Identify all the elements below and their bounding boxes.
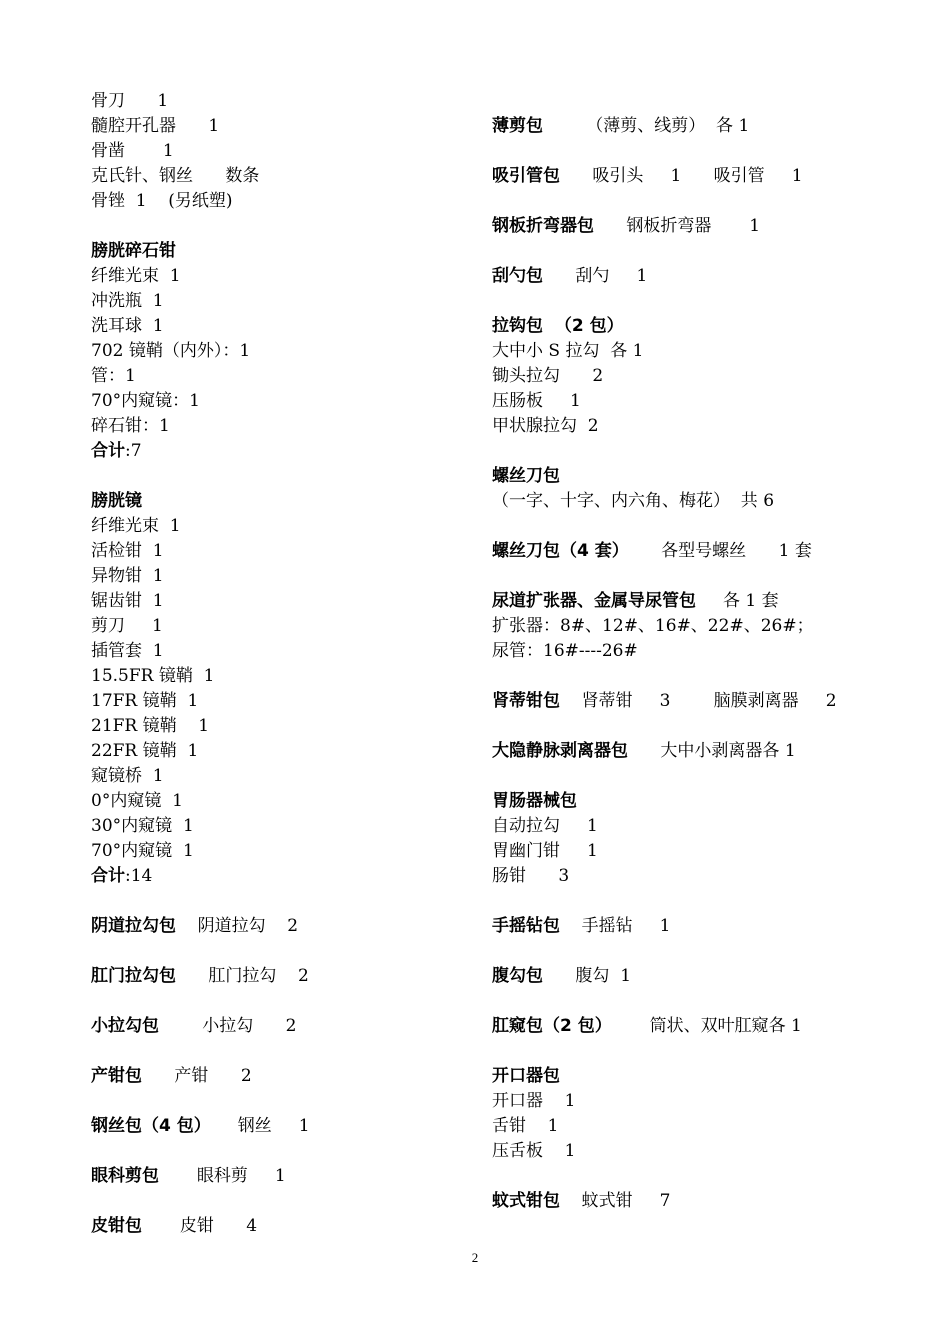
- list-item: [91, 1164, 451, 1189]
- item-text: 阴道拉勾 2: [176, 916, 299, 936]
- item-text: 大中小 S 拉勾 各 1: [492, 341, 644, 361]
- item-heading: 膀胱镜: [91, 491, 142, 511]
- list-item: [91, 264, 451, 289]
- list-item: [492, 789, 912, 814]
- item-text: 肠钳 3: [492, 866, 570, 886]
- list-item: [492, 964, 912, 989]
- item-text: 腹勾 1: [543, 966, 632, 986]
- item-text: 刮勺 1: [543, 266, 648, 286]
- item-heading: 拉钩包 （2 包）: [492, 316, 624, 336]
- item-text: 30°内窥镜 1: [91, 816, 194, 836]
- item-text: 22FR 镜鞘 1: [91, 741, 199, 761]
- item-heading: 皮钳包: [91, 1216, 142, 1236]
- list-item: [91, 339, 451, 364]
- list-item: [91, 589, 451, 614]
- item-heading: 蚊式钳包: [492, 1191, 560, 1211]
- item-text: （一字、十字、内六角、梅花） 共 6: [492, 491, 775, 511]
- list-item: [91, 739, 451, 764]
- list-item: [91, 164, 451, 189]
- list-item: [91, 1014, 451, 1039]
- item-text: 克氏针、钢丝 数条: [91, 166, 260, 186]
- list-item: [492, 264, 912, 289]
- item-text: 异物钳 1: [91, 566, 164, 586]
- list-item: [492, 614, 912, 639]
- item-heading: 腹勾包: [492, 966, 543, 986]
- item-text: 各型号螺丝 1 套: [628, 541, 812, 561]
- item-text: 肾蒂钳 3 脑膜剥离器 2: [560, 691, 837, 711]
- list-item: [91, 314, 451, 339]
- item-text: 15.5FR 镜鞘 1: [91, 666, 215, 686]
- item-heading: 产钳包: [91, 1066, 142, 1086]
- spacer: [91, 1189, 451, 1214]
- item-text: 剪刀 1: [91, 616, 163, 636]
- list-item: [492, 1089, 912, 1114]
- item-text: 70°内窥镜：1: [91, 391, 200, 411]
- spacer: [492, 289, 912, 314]
- item-text: 产钳 2: [142, 1066, 252, 1086]
- spacer: [492, 764, 912, 789]
- list-item: [91, 489, 451, 514]
- list-item: [492, 414, 912, 439]
- item-text: 筒状、双叶肛窥各 1: [611, 1016, 802, 1036]
- list-item: [492, 164, 912, 189]
- item-text: 活检钳 1: [91, 541, 164, 561]
- item-text: 702 镜鞘（内外）：1: [91, 341, 251, 361]
- list-item: [91, 289, 451, 314]
- list-item: [492, 364, 912, 389]
- item-text: 插管套 1: [91, 641, 164, 661]
- item-text: 17FR 镜鞘 1: [91, 691, 199, 711]
- list-item: [492, 389, 912, 414]
- item-heading: 合计: [91, 866, 125, 886]
- spacer: [91, 214, 451, 239]
- list-item: [492, 914, 912, 939]
- spacer: [492, 239, 912, 264]
- item-text: 0°内窥镜 1: [91, 791, 183, 811]
- list-item: [91, 189, 451, 214]
- item-heading: 小拉勾包: [91, 1016, 159, 1036]
- item-heading: 吸引管包: [492, 166, 560, 186]
- spacer: [492, 1164, 912, 1189]
- item-text: 大中小剥离器各 1: [628, 741, 796, 761]
- left-column: [91, 89, 451, 1239]
- spacer: [492, 139, 912, 164]
- item-heading: 钢丝包（4 包）: [91, 1116, 211, 1136]
- page-number: 2: [471, 1250, 479, 1265]
- spacer: [91, 464, 451, 489]
- item-text: 钢板折弯器 1: [594, 216, 761, 236]
- list-item: [492, 689, 912, 714]
- item-heading: 薄剪包: [492, 116, 543, 136]
- item-heading: 肛门拉勾包: [91, 966, 176, 986]
- list-item: [492, 114, 912, 139]
- list-item: [91, 914, 451, 939]
- list-item: [91, 414, 451, 439]
- item-text: 管：1: [91, 366, 136, 386]
- list-item: [492, 1014, 912, 1039]
- item-text: 开口器 1: [492, 1091, 576, 1111]
- item-text: 各 1 套: [696, 591, 779, 611]
- spacer: [91, 939, 451, 964]
- item-text: 碎石钳：1: [91, 416, 170, 436]
- list-item: [492, 1114, 912, 1139]
- list-item: [91, 764, 451, 789]
- item-heading: 螺丝刀包: [492, 466, 560, 486]
- list-item: [91, 664, 451, 689]
- spacer: [492, 939, 912, 964]
- spacer: [492, 714, 912, 739]
- list-item: [492, 339, 912, 364]
- item-heading: 开口器包: [492, 1066, 560, 1086]
- item-text: 压肠板 1: [492, 391, 581, 411]
- item-text: 锄头拉勾 2: [492, 366, 604, 386]
- spacer: [492, 889, 912, 914]
- list-item: [91, 864, 451, 889]
- item-heading: 阴道拉勾包: [91, 916, 176, 936]
- list-item: [91, 114, 451, 139]
- list-item: [91, 389, 451, 414]
- list-item: [91, 1214, 451, 1239]
- item-text: 自动拉勾 1: [492, 816, 598, 836]
- list-item: [492, 589, 912, 614]
- item-text: 洗耳球 1: [91, 316, 164, 336]
- list-item: [91, 89, 451, 114]
- item-heading: 眼科剪包: [91, 1166, 159, 1186]
- item-heading: 尿道扩张器、金属导尿管包: [492, 591, 696, 611]
- list-item: [492, 739, 912, 764]
- item-text: 扩张器：8#、12#、16#、22#、26#；: [492, 616, 814, 636]
- item-text: 骨凿 1: [91, 141, 174, 161]
- list-item: [492, 1189, 912, 1214]
- item-text: 胃幽门钳 1: [492, 841, 598, 861]
- item-text: 手摇钻 1: [560, 916, 671, 936]
- list-item: [492, 814, 912, 839]
- item-heading: 肾蒂钳包: [492, 691, 560, 711]
- list-item: [492, 464, 912, 489]
- item-text: 小拉勾 2: [159, 1016, 297, 1036]
- item-heading: 钢板折弯器包: [492, 216, 594, 236]
- item-text: 甲状腺拉勾 2: [492, 416, 599, 436]
- list-item: [91, 614, 451, 639]
- list-item: [492, 839, 912, 864]
- spacer: [91, 1089, 451, 1114]
- spacer: [492, 989, 912, 1014]
- list-item: [91, 839, 451, 864]
- item-text: 纤维光束 1: [91, 516, 181, 536]
- item-heading: 螺丝刀包（4 套）: [492, 541, 629, 561]
- item-text: 21FR 镜鞘 1: [91, 716, 210, 736]
- list-item: [91, 239, 451, 264]
- list-item: [492, 214, 912, 239]
- item-text: 眼科剪 1: [159, 1166, 286, 1186]
- item-text: 骨锉 1 (另纸塑): [91, 191, 233, 211]
- item-heading: 手摇钻包: [492, 916, 560, 936]
- item-text: 钢丝 1: [210, 1116, 310, 1136]
- item-heading: 胃肠器械包: [492, 791, 577, 811]
- list-item: [91, 639, 451, 664]
- spacer: [492, 89, 912, 114]
- item-text: 窥镜桥 1: [91, 766, 164, 786]
- list-item: [91, 139, 451, 164]
- item-text: （薄剪、线剪） 各 1: [543, 116, 750, 136]
- item-text: 骨刀 1: [91, 91, 169, 111]
- item-text: 蚊式钳 7: [560, 1191, 671, 1211]
- item-text: 冲洗瓶 1: [91, 291, 164, 311]
- list-item: [492, 639, 912, 664]
- list-item: [492, 539, 912, 564]
- list-item: [91, 439, 451, 464]
- list-item: [91, 814, 451, 839]
- spacer: [492, 664, 912, 689]
- list-item: [492, 864, 912, 889]
- spacer: [492, 1039, 912, 1064]
- item-text: :14: [125, 866, 153, 886]
- item-text: 纤维光束 1: [91, 266, 181, 286]
- item-heading: 肛窥包（2 包）: [492, 1016, 612, 1036]
- right-column: [492, 89, 912, 1214]
- spacer: [91, 989, 451, 1014]
- list-item: [91, 689, 451, 714]
- item-text: 70°内窥镜 1: [91, 841, 194, 861]
- item-text: :7: [125, 441, 142, 461]
- list-item: [91, 514, 451, 539]
- item-text: 压舌板 1: [492, 1141, 576, 1161]
- spacer: [492, 514, 912, 539]
- item-text: 尿管：16#----26#: [492, 641, 638, 661]
- item-text: 皮钳 4: [142, 1216, 258, 1236]
- spacer: [492, 439, 912, 464]
- list-item: [492, 1139, 912, 1164]
- list-item: [492, 1064, 912, 1089]
- spacer: [91, 889, 451, 914]
- list-item: [91, 564, 451, 589]
- list-item: [492, 314, 912, 339]
- spacer: [91, 1039, 451, 1064]
- item-text: 肛门拉勾 2: [176, 966, 309, 986]
- list-item: [91, 789, 451, 814]
- list-item: [91, 714, 451, 739]
- list-item: [91, 364, 451, 389]
- item-heading: 合计: [91, 441, 125, 461]
- item-heading: 刮勺包: [492, 266, 543, 286]
- spacer: [492, 564, 912, 589]
- item-heading: 膀胱碎石钳: [91, 241, 176, 261]
- list-item: [91, 1064, 451, 1089]
- item-text: 锯齿钳 1: [91, 591, 164, 611]
- spacer: [492, 189, 912, 214]
- item-text: 舌钳 1: [492, 1116, 559, 1136]
- item-text: 吸引头 1 吸引管 1: [560, 166, 803, 186]
- item-text: 髓腔开孔器 1: [91, 116, 220, 136]
- list-item: [91, 539, 451, 564]
- item-heading: 大隐静脉剥离器包: [492, 741, 628, 761]
- spacer: [91, 1139, 451, 1164]
- list-item: [492, 489, 912, 514]
- list-item: [91, 1114, 451, 1139]
- list-item: [91, 964, 451, 989]
